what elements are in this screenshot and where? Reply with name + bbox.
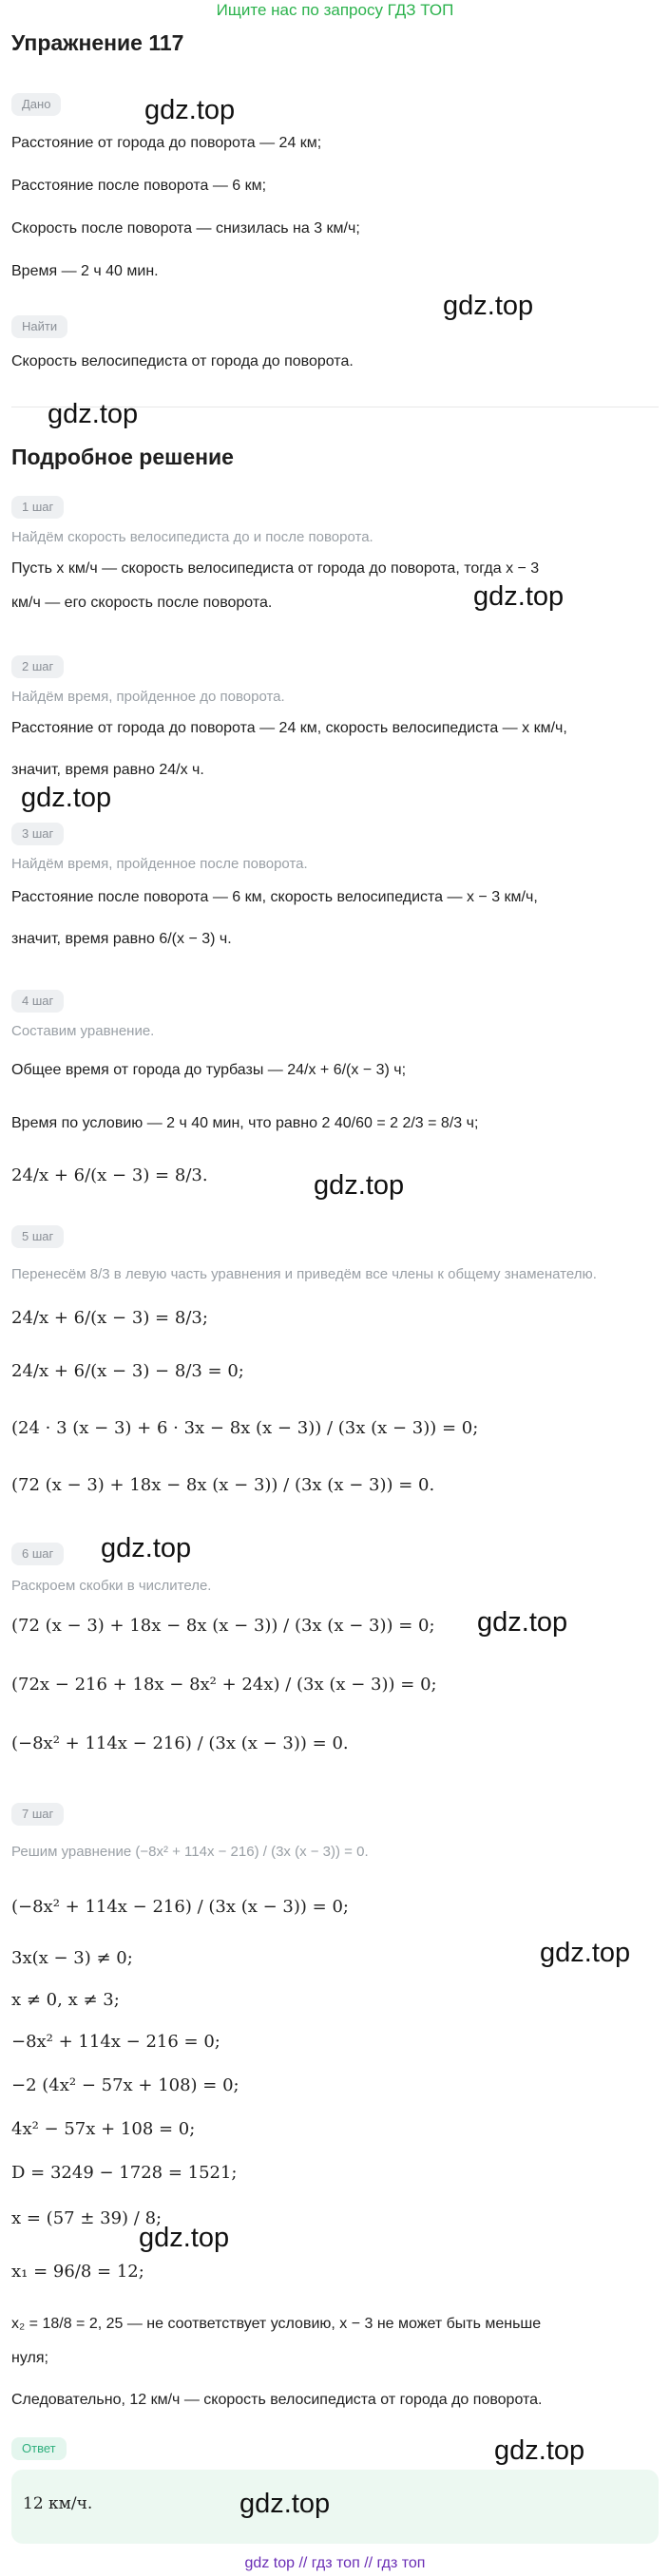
step-formula: (72 (x − 3) + 18x − 8x (x − 3)) / (3x (x − 3)) = 0. (11, 1475, 435, 1495)
step-formula: x₁ = 96/8 = 12; (11, 2262, 144, 2282)
watermark: gdz.top (239, 2489, 331, 2519)
watermark: gdz.top (101, 1533, 192, 1563)
watermark: gdz.top (540, 1938, 631, 1968)
step-formula: D = 3249 − 1728 = 1521; (11, 2163, 238, 2183)
step-hint: Раскроем скобки в числителе. (11, 1578, 212, 1594)
step-label: 6 шаг (11, 1543, 64, 1565)
step-hint: Перенесём 8/3 в левую часть уравнения и приведём все члены к общему знаменателю. (11, 1266, 597, 1282)
step-line: x₂ = 18/8 = 2, 25 — не соответствует условию, x − 3 не может быть меньше (11, 2316, 542, 2332)
watermark: gdz.top (494, 2435, 585, 2466)
step-line: Время по условию — 2 ч 40 мин, что равно 2 40/60 = 2 2/3 = 8/3 ч; (11, 1115, 479, 1131)
step-formula: x = (57 ± 39) / 8; (11, 2208, 163, 2228)
conclusion-line: Следовательно, 12 км/ч — скорость велосипедиста от города до поворота. (11, 2392, 543, 2408)
step-hint: Решим уравнение (−8x² + 114x − 216) / (3x (x − 3)) = 0. (11, 1844, 369, 1860)
answer-label: Ответ (11, 2437, 67, 2460)
step-formula: 24/x + 6/(x − 3) = 8/3; (11, 1308, 208, 1328)
answer-box (11, 2470, 659, 2544)
step-formula: (72 (x − 3) + 18x − 8x (x − 3)) / (3x (x − 3)) = 0; (11, 1616, 435, 1636)
step-hint: Найдём скорость велосипедиста до и после поворота. (11, 529, 373, 545)
step-formula: (−8x² + 114x − 216) / (3x (x − 3)) = 0. (11, 1733, 349, 1753)
given-line: Расстояние после поворота — 6 км; (11, 178, 267, 194)
step-formula: 24/x + 6/(x − 3) − 8/3 = 0; (11, 1361, 244, 1381)
step-line: км/ч — его скорость после поворота. (11, 595, 273, 611)
watermark: gdz.top (48, 399, 139, 429)
given-line: Время — 2 ч 40 мин. (11, 263, 159, 279)
step-formula: 24/x + 6/(x − 3) = 8/3. (11, 1165, 208, 1185)
solution-title: Подробное решение (11, 445, 234, 469)
step-label: 7 шаг (11, 1803, 64, 1826)
step-label: 1 шаг (11, 496, 64, 519)
step-formula: (72x − 216 + 18x − 8x² + 24x) / (3x (x − 3)) = 0; (11, 1675, 437, 1695)
step-line: Пусть x км/ч — скорость велосипедиста от города до поворота, тогда x − 3 (11, 560, 540, 577)
step-line: значит, время равно 6/(x − 3) ч. (11, 931, 232, 947)
watermark: gdz.top (314, 1170, 405, 1201)
step-formula: (24 · 3 (x − 3) + 6 · 3x − 8x (x − 3)) / (3x (x − 3)) = 0; (11, 1418, 479, 1438)
page-title: Упражнение 117 (11, 30, 184, 55)
step-formula: −2 (4x² − 57x + 108) = 0; (11, 2075, 239, 2095)
step-label: 3 шаг (11, 823, 64, 845)
given-line: Расстояние от города до поворота — 24 км; (11, 135, 322, 151)
find-label: Найти (11, 315, 67, 338)
watermark: gdz.top (21, 783, 112, 813)
top-banner[interactable]: Ищите нас по запросу ГДЗ ТОП (216, 1, 454, 19)
watermark: gdz.top (443, 291, 534, 321)
step-line: значит, время равно 24/x ч. (11, 762, 204, 778)
bottom-banner[interactable]: gdz top // гдз топ // гдз топ (244, 2555, 426, 2571)
given-line: Скорость после поворота — снизилась на 3 км/ч; (11, 220, 360, 237)
watermark: gdz.top (144, 95, 236, 125)
step-label: 5 шаг (11, 1225, 64, 1248)
step-hint: Найдём время, пройденное после поворота. (11, 856, 308, 872)
step-formula: x ≠ 0, x ≠ 3; (11, 1990, 120, 2010)
step-label: 2 шаг (11, 655, 64, 678)
step-line: Расстояние от города до поворота — 24 км, скорость велосипедиста — x км/ч, (11, 720, 567, 736)
step-formula: −8x² + 114x − 216 = 0; (11, 2032, 220, 2052)
given-label: Дано (11, 93, 61, 116)
step-label: 4 шаг (11, 990, 64, 1013)
watermark: gdz.top (473, 581, 565, 612)
step-formula: 3x(x − 3) ≠ 0; (11, 1948, 133, 1968)
step-formula: 4x² − 57x + 108 = 0; (11, 2119, 196, 2139)
step-line: Общее время от города до турбазы — 24/x + 6/(x − 3) ч; (11, 1062, 407, 1078)
step-hint: Найдём время, пройденное до поворота. (11, 689, 285, 705)
step-hint: Составим уравнение. (11, 1023, 155, 1039)
find-text: Скорость велосипедиста от города до поворота. (11, 353, 354, 369)
watermark: gdz.top (139, 2223, 230, 2253)
step-formula: (−8x² + 114x − 216) / (3x (x − 3)) = 0; (11, 1897, 349, 1917)
answer-text: 12 км/ч. (23, 2494, 93, 2513)
step-line: Расстояние после поворота — 6 км, скорость велосипедиста — x − 3 км/ч, (11, 889, 538, 905)
step-line: нуля; (11, 2350, 48, 2366)
watermark: gdz.top (477, 1607, 568, 1638)
